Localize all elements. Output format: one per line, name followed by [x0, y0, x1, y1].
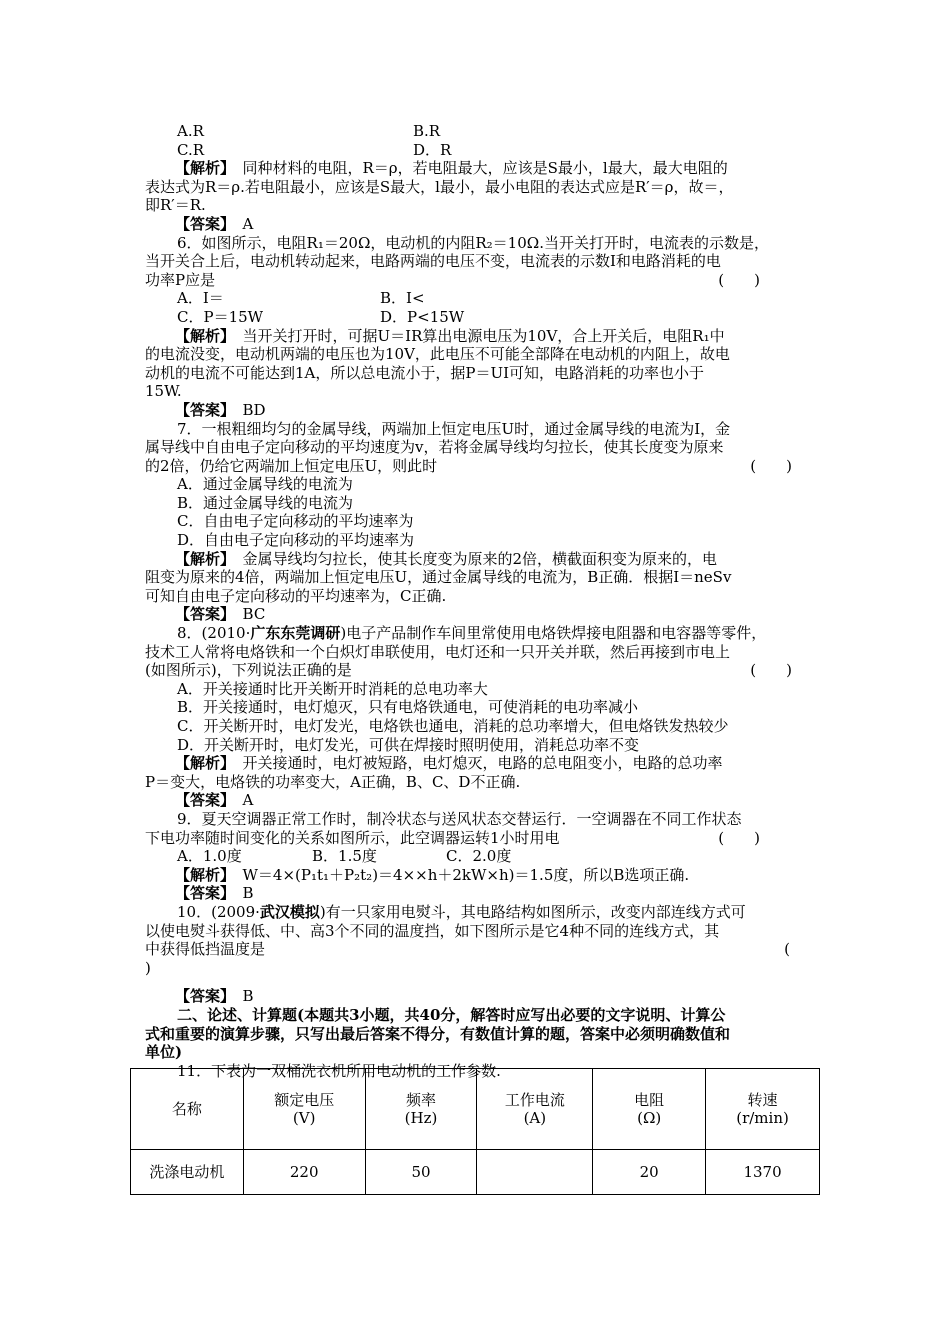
q9-options-row: [145, 847, 810, 866]
analysis-tag: 【解析】: [175, 159, 228, 178]
q6-option-b: B．I<: [380, 289, 425, 308]
answer-blank: ( ): [718, 828, 760, 847]
answer-tag: 【答案】: [175, 791, 228, 810]
q8-stem-line2: 技术工人常将电烙铁和一个白炽灯串联使用，电灯还和一只开关并联，然后再接到市电上: [145, 642, 731, 661]
q7-stem-line1: 7．一根粗细均匀的金属导线，两端加上恒定电压U时，通过金属导线的电流为I，金: [177, 419, 731, 438]
q11-stem-line1: 11．下表为一双桶洗衣机所用电动机的工作参数.: [177, 1061, 501, 1080]
q5-analysis-line3: 即R′＝R.: [145, 196, 206, 215]
answer-tag: 【答案】: [175, 400, 228, 419]
analysis-tag: 【解析】: [175, 326, 228, 345]
analysis-tag: 【解析】: [175, 754, 228, 773]
q10-stem-line3: 中获得低挡温度是 (: [145, 940, 790, 959]
q7-option-b: B．通过金属导线的电流为: [177, 493, 354, 512]
q8-analysis-line1: 【解析】 开关接通时，电灯被短路，电灯熄灭，电路的总电阻变小，电路的总功率: [175, 754, 723, 773]
q7-stem-line2: 属导线中自由电子定向移动的平均速度为v，若将金属导线均匀拉长，使其长度变为原来: [145, 438, 724, 457]
answer-blank-close: ): [145, 958, 151, 977]
q7-analysis-line2: 阻变为原来的4倍，两端加上恒定电压U，通过金属导线的电流为，B正确．根据I＝neSv: [145, 568, 732, 587]
q6-option-c: C．P＝15W: [177, 307, 264, 326]
q6-analysis-line4: 15W.: [145, 382, 182, 401]
q6-options-row2: [145, 308, 810, 327]
q5-analysis-line2: 表达式为R＝ρ.若电阻最小，应该是S最大，l最小，最小电阻的表达式应是R′＝ρ，故＝，: [145, 177, 734, 196]
section-heading-line3: 单位): [145, 1043, 183, 1062]
q10-source: 武汉模拟: [259, 902, 320, 921]
q6-analysis-line2: 的电流没变，电动机两端的电压也为10V，此电压不可能全部降在电动机的内阻上，故电: [145, 345, 730, 364]
q9-option-c: C．2.0度: [446, 847, 512, 866]
answer-tag: 【答案】: [175, 884, 228, 903]
q5-options-row1: [145, 122, 810, 141]
answer-tag: 【答案】: [175, 605, 228, 624]
q6-stem-line2: 当开关合上后，电动机转动起来，电路两端的电压不变，电流表的示数I和电路消耗的电: [145, 252, 721, 271]
table-header-cell: 电阻 (Ω): [593, 1069, 706, 1150]
q9-stem-line1: 9．夏天空调器正常工作时，制冷状态与送风状态交替运行．一空调器在不同工作状态: [177, 809, 742, 828]
q8-option-d: D．开关断开时，电灯发光，可供在焊接时照明使用，消耗总功率不变: [177, 735, 640, 754]
analysis-tag: 【解析】: [175, 549, 228, 568]
q9-option-b: B．1.5度: [312, 847, 377, 866]
q8-stem-line1: 8．(2010·广东东莞调研)电子产品制作车间里常使用电烙铁焊接电阻器和电容器等零件，: [177, 624, 767, 643]
q7-stem-line3: 的2倍，仍给它两端加上恒定电压U，则此时 ( ): [145, 456, 792, 475]
q8-source: 广东东莞调研: [250, 624, 341, 643]
q5-option-c: C.R: [177, 140, 205, 159]
q7-option-a: A．通过金属导线的电流为: [177, 475, 353, 494]
answer-tag: 【答案】: [175, 987, 228, 1006]
q8-option-c: C．开关断开时，电灯发光，电烙铁也通电，消耗的总功率增大，但电烙铁发热较少: [177, 717, 729, 735]
q5-analysis-line1: 【解析】 同种材料的电阻，R＝ρ，若电阻最大，应该是S最小，l最大，最大电阻的: [175, 159, 728, 178]
q6-analysis-line1: 【解析】 当开关打开时，可据U＝IR算出电源电压为10V，合上开关后，电阻R₁中: [175, 326, 725, 345]
table-cell: 50: [365, 1150, 477, 1195]
q9-stem-line2: 下电功率随时间变化的关系如图所示，此空调器运转1小时用电 ( ): [145, 828, 760, 847]
answer-blank: ( ): [750, 456, 792, 475]
q5-option-d: D．R: [413, 140, 452, 159]
q10-answer: 【答案】 B: [175, 987, 254, 1006]
q8-option-a: A．开关接通时比开关断开时消耗的总电功率大: [177, 679, 488, 698]
answer-blank-open: (: [784, 940, 790, 959]
q5-options-row2: [145, 141, 810, 160]
table-header-cell: 额定电压 (V): [243, 1069, 365, 1150]
table-cell: [477, 1150, 593, 1195]
analysis-tag: 【解析】: [175, 865, 228, 884]
q6-analysis-line3: 动机的电流不可能达到1A，所以总电流小于，据P＝UI可知，电路消耗的功率也小于: [145, 363, 705, 382]
q5-option-a: A.R: [177, 122, 204, 140]
q7-answer: 【答案】 BC: [175, 605, 266, 624]
q6-option-a: A．I＝: [177, 289, 224, 308]
table-header-cell: 工作电流 (A): [477, 1069, 593, 1150]
q6-stem-line1: 6．如图所示，电阻R₁＝20Ω，电动机的内阻R₂＝10Ω.当开关打开时，电流表的示数是，: [177, 233, 769, 252]
table-cell: 220: [243, 1150, 365, 1195]
q7-analysis-line3: 可知自由电子定向移动的平均速率为，C正确.: [145, 586, 447, 605]
section-heading-line1: 二、论述、计算题(本题共3小题，共40分，解答时应写出必要的文字说明、计算公: [177, 1005, 726, 1024]
q9-option-a: A．1.0度: [177, 847, 242, 866]
q5-answer: 【答案】 A: [175, 214, 254, 233]
table-header-cell: 频率 (Hz): [365, 1069, 477, 1150]
q8-answer: 【答案】 A: [175, 791, 254, 810]
answer-blank: ( ): [750, 661, 792, 680]
q7-analysis-line1: 【解析】 金属导线均匀拉长，使其长度变为原来的2倍，横截面积变为原来的，电: [175, 549, 718, 568]
q8-option-b: B．开关接通时，电灯熄灭，只有电烙铁通电，可使消耗的电功率减小: [177, 698, 639, 717]
table-cell: 20: [593, 1150, 706, 1195]
table-header-row: [131, 1069, 820, 1150]
table-cell: 洗涤电动机: [131, 1150, 244, 1195]
q7-option-c: C．自由电子定向移动的平均速率为: [177, 512, 414, 531]
q6-option-d: D．P<15W: [380, 307, 465, 326]
section-heading-line2: 式和重要的演算步骤，只写出最后答案不得分，有数值计算的题，答案中必须明确数值和: [145, 1024, 731, 1043]
answer-tag: 【答案】: [175, 214, 228, 233]
table-header-cell: 转速 (r/min): [706, 1069, 820, 1150]
table-header-cell: 名称: [131, 1069, 244, 1150]
q5-option-b: B.R: [413, 122, 441, 140]
q6-answer: 【答案】 BD: [175, 400, 266, 419]
q10-stem-line1: 10．(2009·武汉模拟)有一只家用电熨斗，其电路结构如图所示，改变内部连线方式可: [177, 902, 746, 921]
table-row: [131, 1150, 820, 1195]
q8-analysis-line2: P＝变大，电烙铁的功率变大，A正确，B、C、D不正确.: [145, 772, 521, 791]
q8-stem-line3: (如图所示)，下列说法正确的是 ( ): [145, 661, 792, 680]
q9-answer: 【答案】 B: [175, 884, 254, 903]
answer-blank: ( ): [718, 270, 760, 289]
document-page: [145, 122, 810, 1080]
q6-stem-line3: 功率P应是 ( ): [145, 270, 760, 289]
motor-parameter-table: [130, 1068, 820, 1195]
q10-stem-line2: 以使电熨斗获得低、中、高3个不同的温度挡，如下图所示是它4种不同的连线方式，其: [145, 921, 720, 940]
q9-analysis-line1: 【解析】 W＝4×(P₁t₁＋P₂t₂)＝4××h＋2kW×h)＝1.5度，所以B选项正确.: [175, 865, 690, 884]
q7-option-d: D．自由电子定向移动的平均速率为: [177, 531, 415, 550]
table-cell: 1370: [706, 1150, 820, 1195]
q6-options-row1: [145, 289, 810, 308]
